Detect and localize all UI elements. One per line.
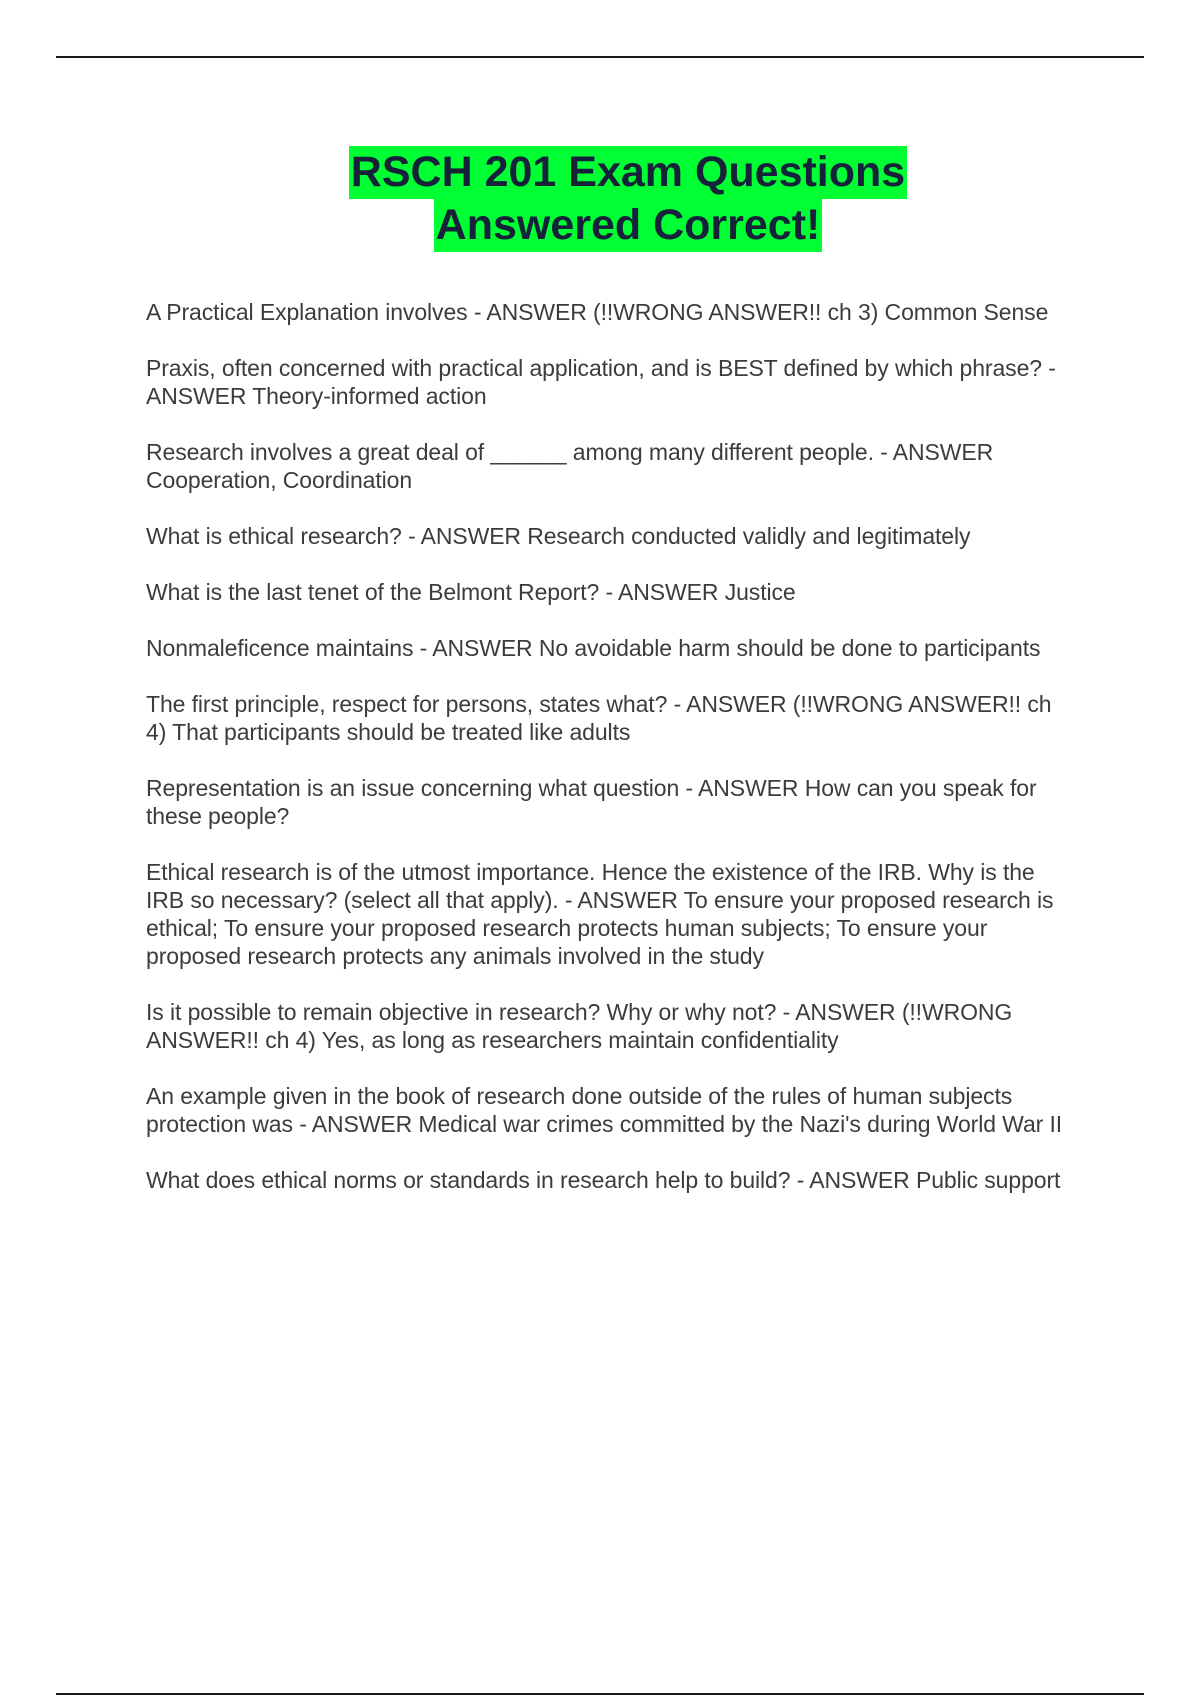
qa-item: Representation is an issue concerning what question - ANSWER How can you speak for these people?	[146, 775, 1037, 829]
qa-list	[146, 298, 1076, 1222]
qa-item: What does ethical norms or standards in research help to build? - ANSWER Public support	[146, 1167, 1061, 1193]
title-line-2: Answered Correct!	[434, 199, 823, 252]
qa-item: Research involves a great deal of ______ among many different people. - ANSWER Cooperation, Coordination	[146, 439, 994, 493]
qa-item: An example given in the book of research done outside of the rules of human subjects protection was - ANSWER Medical war crimes committed by the Nazi's during World War II	[146, 1083, 1063, 1137]
qa-item: Praxis, often concerned with practical application, and is BEST defined by which phrase? - ANSWER Theory-informed action	[146, 355, 1056, 409]
qa-item: Ethical research is of the utmost importance. Hence the existence of the IRB. Why is the IRB so necessary? (select all that apply). - ANSWER To ensure your proposed research is ethical; To ensure your proposed research protects human subjects; To ensure your proposed research protects any animals involved in the study	[146, 859, 1054, 969]
qa-item: Nonmaleficence maintains - ANSWER No avoidable harm should be done to participants	[146, 635, 1041, 661]
document-title	[0, 146, 1200, 252]
qa-item: What is the last tenet of the Belmont Report? - ANSWER Justice	[146, 579, 796, 605]
top-rule	[56, 56, 1144, 58]
qa-item: The first principle, respect for persons, states what? - ANSWER (!!WRONG ANSWER!! ch 4) That participants should be treated like adults	[146, 691, 1052, 745]
bottom-rule	[56, 1693, 1144, 1695]
qa-item: Is it possible to remain objective in research? Why or why not? - ANSWER (!!WRONG ANSWER!! ch 4) Yes, as long as researchers maintain confidentiality	[146, 999, 1013, 1053]
qa-item: What is ethical research? - ANSWER Research conducted validly and legitimately	[146, 523, 971, 549]
qa-item: A Practical Explanation involves - ANSWER (!!WRONG ANSWER!! ch 3) Common Sense	[146, 299, 1049, 325]
title-line-1: RSCH 201 Exam Questions	[349, 146, 907, 199]
